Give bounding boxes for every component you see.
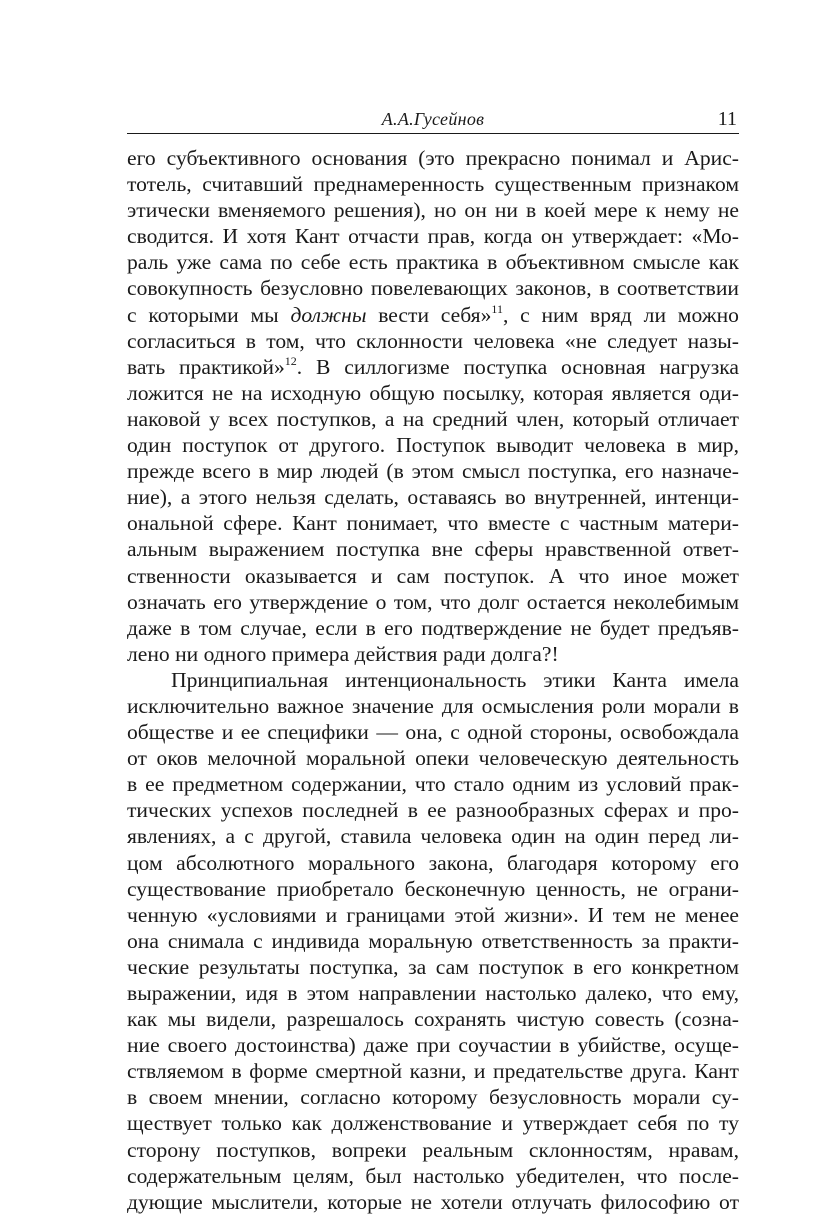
text-line: в ее предметном содержании, что стало одним из условий прак- (127, 772, 739, 797)
text-line: выражении, идя в этом направлении настолько далеко, что ему, (127, 981, 739, 1005)
text-line: его субъективного основания (это прекрасно понимал и Арис- (127, 146, 739, 170)
text-line (127, 354, 739, 380)
text-line: тотель, считавший преднамеренность существенным признаком (127, 172, 739, 197)
text-line: существование приобретало бесконечную ценность, не ограни- (127, 876, 739, 901)
text-line: явлениях, а с другой, ставила человека один на один перед ли- (127, 824, 739, 849)
text-line: ственности оказывается и сам поступок. А что иное может (127, 563, 739, 588)
text-line: от оков мелочной моральной опеки человеческую деятельность (127, 746, 739, 771)
text-line: она снимала с индивида моральную ответственность за практи- (127, 928, 739, 953)
running-header (127, 106, 739, 134)
text-line: ние своего достоинства) даже при соучастии в убийстве, осуще- (127, 1033, 739, 1058)
text-line: лено ни одного примера действия ради долга?! (127, 641, 559, 666)
footnote-ref-11[interactable]: 11 (491, 301, 503, 316)
text-line: в своем мнении, согласно которому безусловность морали су- (127, 1085, 739, 1110)
text-line: раль уже сама по себе есть практика в объективном смысле как (127, 250, 739, 275)
text-line: ческие результаты поступка, за сам поступок в его конкретном (127, 954, 739, 979)
text-segment: вести себя» (366, 302, 492, 327)
text-segment: . В силлогизме поступка основная нагрузка (296, 354, 739, 379)
text-line: содержательным целям, был настолько убедителен, что после- (127, 1163, 739, 1188)
text-line: сводится. И хотя Кант отчасти прав, когда он утверждает: «Мо- (127, 224, 739, 249)
text-line: наковой у всех поступков, а на средний член, который отличает (127, 406, 739, 431)
text-segment: вать практикой» (127, 354, 285, 379)
running-head-author: А.А.Гусейнов (381, 109, 485, 129)
text-line: как мы видели, разрешалось сохранять чистую совесть (созна- (127, 1007, 739, 1032)
text-line: обществе и ее специфики — она, с одной стороны, освобождала (127, 720, 739, 745)
emphasis-text: должны (290, 302, 367, 327)
page-number: 11 (717, 108, 737, 130)
text-line: означать его утверждение о том, что долг остается неколебимым (127, 589, 739, 614)
text-line: тических успехов последней в ее разнообразных сферах и про- (127, 798, 739, 823)
text-line: цом абсолютного морального закона, благодаря которому его (127, 850, 739, 875)
text-segment: , с ним вряд ли можно (502, 302, 739, 327)
text-line: Принципиальная интенциональность этики Канта имела (171, 667, 739, 692)
text-line: согласиться в том, что склонности человека «не следует назы- (127, 328, 739, 353)
paragraph-1 (127, 145, 739, 667)
text-line: исключительно важное значение для осмысления роли морали в (127, 693, 739, 718)
text-line: ществует только как долженствование и утверждает себя по ту (127, 1111, 739, 1136)
paragraph-2 (127, 667, 739, 1215)
text-line: альным выражением поступка вне сферы нравственной ответ- (127, 537, 739, 562)
text-line: дующие мыслители, которые не хотели отлучать философию от (127, 1189, 739, 1214)
text-line: прежде всего в мир людей (в этом смысл поступка, его назначе- (127, 459, 739, 484)
text-line: совокупность безусловно повелевающих законов, в соответствии (127, 276, 739, 301)
text-line: ние), а этого нельзя сделать, оставаясь во внутренней, интенци- (127, 485, 739, 510)
text-line: ональной сфере. Кант понимает, что вместе с частным матери- (127, 511, 739, 536)
text-line: даже в том случае, если в его подтверждение не будет предъяв- (127, 615, 739, 640)
text-line (127, 302, 739, 328)
text-line: один поступок от другого. Поступок выводит человека в мир, (127, 433, 739, 458)
text-line: ложится не на исходную общую посылку, которая является оди- (127, 380, 739, 405)
footnote-ref-12[interactable]: 12 (284, 353, 297, 368)
text-segment: с которыми мы (127, 302, 291, 327)
text-line: ствляемом в форме смертной казни, и предательстве друга. Кант (127, 1059, 739, 1084)
text-line: ченную «условиями и границами этой жизни». И тем не менее (127, 902, 739, 927)
text-line: сторону поступков, вопреки реальным склонностям, нравам, (127, 1137, 739, 1162)
text-line: этически вменяемого решения), но он ни в коей мере к нему не (127, 198, 739, 223)
body-text (127, 145, 739, 1215)
